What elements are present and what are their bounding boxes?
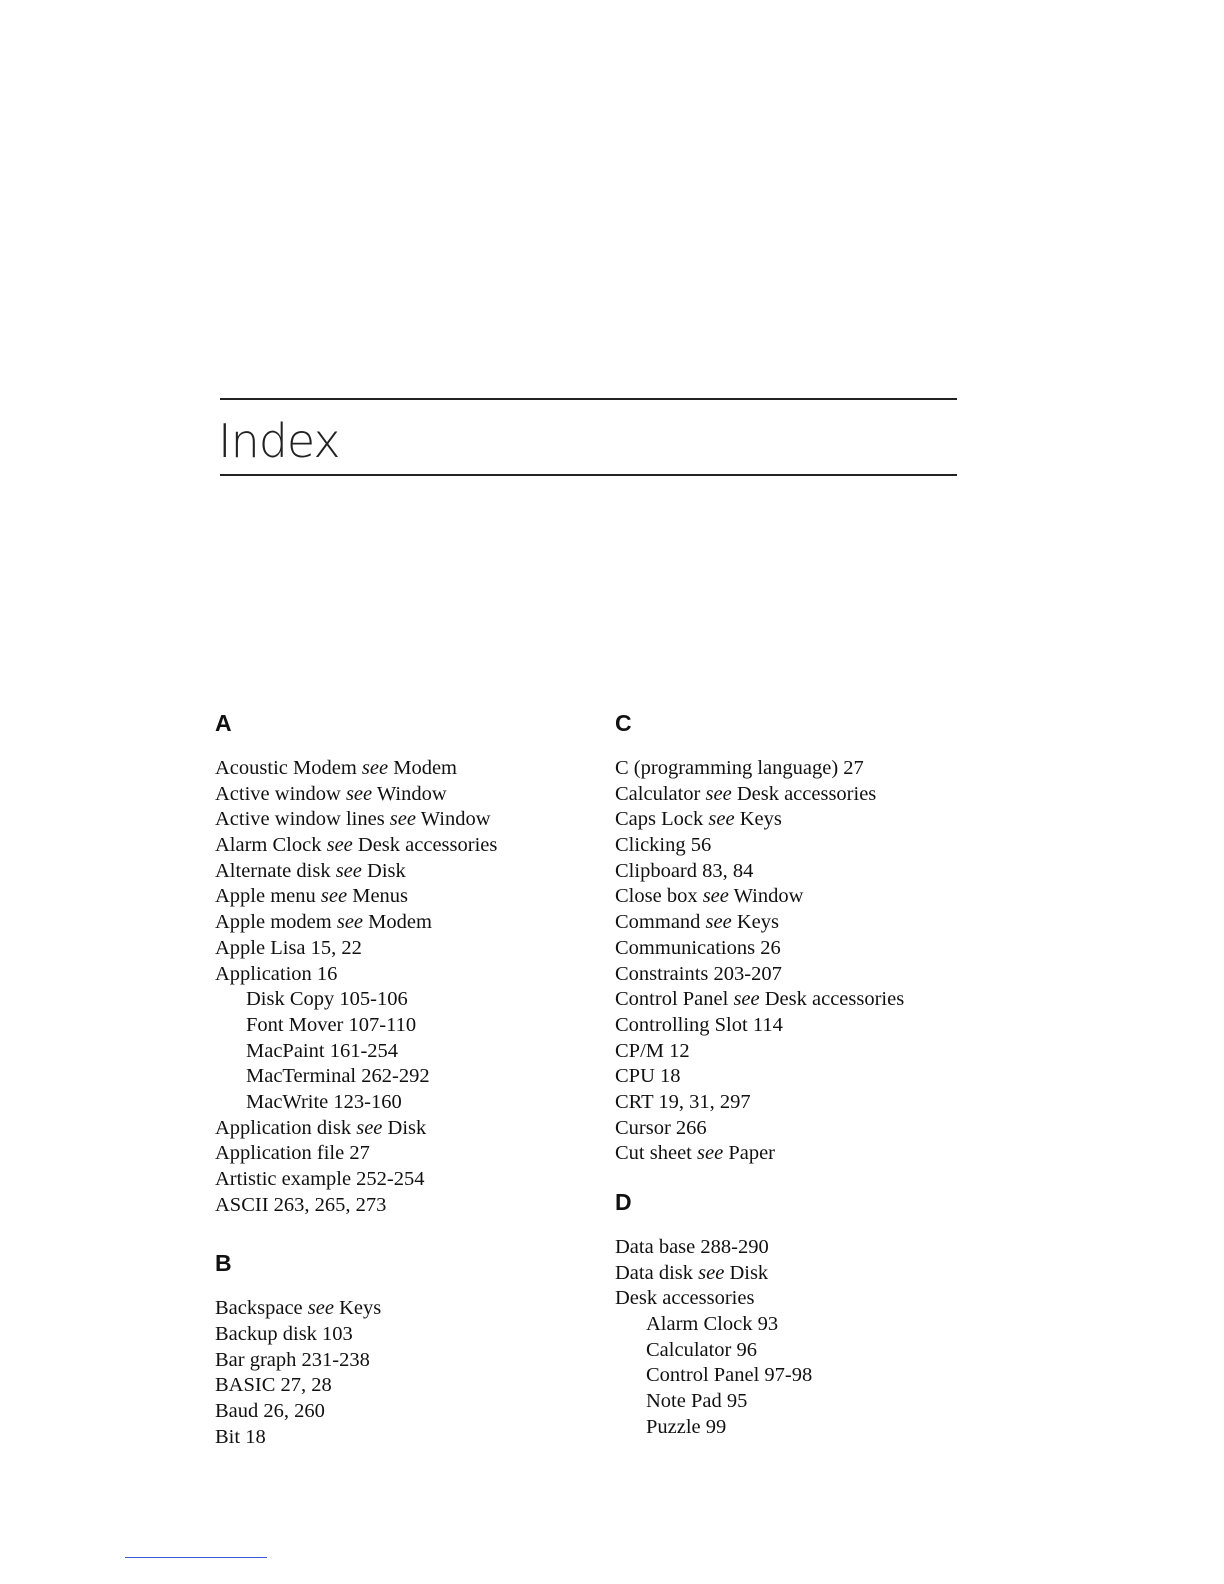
index-entry bbox=[215, 833, 585, 859]
see-reference: see bbox=[389, 808, 416, 831]
see-reference: see bbox=[336, 911, 364, 934]
entry-list bbox=[615, 1235, 985, 1441]
entry-target: Keys bbox=[734, 808, 782, 831]
entry-target: Keys bbox=[333, 1297, 382, 1320]
index-entry: Apple Lisa 15, 22 bbox=[215, 936, 362, 959]
index-entry bbox=[615, 807, 985, 833]
see-reference: see bbox=[356, 1116, 383, 1139]
see-reference: see bbox=[705, 782, 732, 805]
index-subentry: Puzzle 99 bbox=[646, 1415, 727, 1438]
entry-term: Data disk bbox=[615, 1261, 699, 1284]
index-entry bbox=[215, 910, 585, 936]
index-entry bbox=[615, 1261, 985, 1287]
index-entry bbox=[215, 1296, 585, 1322]
index-entry: Application file 27 bbox=[215, 1142, 370, 1165]
entry-term: Apple modem bbox=[215, 911, 337, 934]
index-entry: CPU 18 bbox=[615, 1065, 681, 1088]
entry-target: Paper bbox=[723, 1142, 775, 1165]
index-entry: Clipboard 83, 84 bbox=[615, 859, 754, 882]
index-entry: Backup disk 103 bbox=[215, 1323, 353, 1346]
index-section-a bbox=[215, 706, 585, 1218]
entry-target: Window bbox=[728, 885, 804, 908]
index-subentry: Disk Copy 105-106 bbox=[246, 988, 408, 1011]
index-entry bbox=[215, 782, 585, 808]
index-entry: Baud 26, 260 bbox=[215, 1400, 325, 1423]
index-entry: Constraints 203-207 bbox=[615, 962, 782, 985]
index-entry: Desk accessories bbox=[615, 1287, 755, 1310]
index-subentry: Alarm Clock 93 bbox=[646, 1313, 779, 1336]
section-letter: A bbox=[215, 710, 232, 736]
index-entry: C (programming language) 27 bbox=[615, 757, 864, 779]
index-entry: ASCII 263, 265, 273 bbox=[215, 1193, 387, 1216]
index-column-left bbox=[215, 706, 585, 1451]
index-entry: Controlling Slot 114 bbox=[615, 1013, 783, 1036]
see-reference: see bbox=[335, 859, 362, 882]
index-entry bbox=[615, 987, 985, 1013]
see-reference: see bbox=[698, 1261, 725, 1284]
see-reference: see bbox=[697, 1142, 724, 1165]
index-entry: Clicking 56 bbox=[615, 834, 712, 857]
entry-list bbox=[615, 756, 985, 1167]
index-entry bbox=[215, 1116, 585, 1142]
index-entry bbox=[615, 782, 985, 808]
entry-term: Cut sheet bbox=[615, 1142, 697, 1165]
index-entry bbox=[215, 756, 585, 782]
see-reference: see bbox=[733, 988, 760, 1011]
entry-term: Caps Lock bbox=[615, 808, 709, 831]
entry-target: Window bbox=[372, 782, 447, 805]
index-entry bbox=[615, 1141, 985, 1167]
entry-term: Calculator bbox=[615, 782, 706, 805]
index-entry: Data base 288-290 bbox=[615, 1236, 769, 1258]
index-section-c bbox=[615, 706, 985, 1167]
index-section-d bbox=[615, 1185, 985, 1441]
entry-term: Active window lines bbox=[215, 808, 390, 831]
entry-list bbox=[215, 756, 585, 1218]
entry-term: Command bbox=[615, 911, 706, 934]
page-title: Index bbox=[218, 414, 340, 468]
index-column-right bbox=[615, 706, 985, 1441]
section-letter: D bbox=[615, 1189, 632, 1215]
section-letter: B bbox=[215, 1250, 232, 1277]
index-entry bbox=[215, 884, 585, 910]
entry-target: Disk bbox=[724, 1261, 769, 1284]
entry-target: Desk accessories bbox=[731, 782, 877, 805]
entry-term: Alternate disk bbox=[215, 859, 336, 882]
section-letter: C bbox=[615, 710, 632, 736]
entry-target: Modem bbox=[363, 911, 432, 934]
index-entry bbox=[615, 910, 985, 936]
index-entry: BASIC 27, 28 bbox=[215, 1374, 332, 1397]
entry-term: Application disk bbox=[215, 1116, 357, 1139]
index-subentry: Control Panel 97-98 bbox=[646, 1364, 813, 1387]
entry-term: Apple menu bbox=[215, 885, 321, 908]
index-entry bbox=[215, 859, 585, 885]
index-entry: Communications 26 bbox=[615, 936, 781, 959]
see-reference: see bbox=[345, 782, 373, 805]
see-reference: see bbox=[708, 808, 735, 831]
see-reference: see bbox=[361, 757, 389, 779]
entry-list bbox=[215, 1296, 585, 1450]
entry-term: Active window bbox=[215, 782, 346, 805]
see-reference: see bbox=[702, 885, 729, 908]
index-entry: Bit 18 bbox=[215, 1425, 266, 1448]
entry-term: Acoustic Modem bbox=[215, 757, 362, 779]
index-entry: Artistic example 252-254 bbox=[215, 1168, 425, 1190]
entry-term: Alarm Clock bbox=[215, 834, 327, 857]
see-reference: see bbox=[320, 885, 348, 908]
index-entry: CP/M 12 bbox=[615, 1039, 690, 1062]
index-entry bbox=[615, 884, 985, 910]
entry-target: Desk accessories bbox=[352, 834, 498, 857]
index-subentry: MacPaint 161-254 bbox=[246, 1039, 399, 1062]
index-entry: CRT 19, 31, 297 bbox=[615, 1090, 751, 1113]
title-rule-top bbox=[220, 398, 957, 400]
index-entry: Cursor 266 bbox=[615, 1116, 707, 1139]
entry-term: Control Panel bbox=[615, 988, 734, 1011]
entry-term: Backspace bbox=[215, 1297, 308, 1320]
index-subentry: Calculator 96 bbox=[646, 1338, 758, 1361]
footer-rule bbox=[125, 1557, 267, 1558]
index-subentry: Font Mover 107-110 bbox=[246, 1013, 417, 1036]
index-subentry: MacTerminal 262-292 bbox=[246, 1065, 430, 1088]
entry-target: Desk accessories bbox=[759, 988, 905, 1011]
entry-target: Keys bbox=[731, 911, 779, 934]
index-entry: Bar graph 231-238 bbox=[215, 1348, 370, 1371]
title-rule-bottom bbox=[220, 474, 957, 476]
see-reference: see bbox=[705, 911, 732, 934]
entry-target: Menus bbox=[347, 885, 409, 908]
entry-target: Disk bbox=[382, 1116, 427, 1139]
index-entry: Application 16 bbox=[215, 962, 338, 985]
entry-term: Close box bbox=[615, 885, 703, 908]
entry-target: Disk bbox=[361, 859, 406, 882]
index-subentry: Note Pad 95 bbox=[646, 1390, 748, 1413]
entry-target: Modem bbox=[388, 757, 457, 779]
index-entry bbox=[215, 807, 585, 833]
entry-target: Window bbox=[415, 808, 491, 831]
index-section-b bbox=[215, 1246, 585, 1450]
see-reference: see bbox=[307, 1297, 334, 1320]
index-subentry: MacWrite 123-160 bbox=[246, 1090, 402, 1113]
see-reference: see bbox=[326, 834, 353, 857]
